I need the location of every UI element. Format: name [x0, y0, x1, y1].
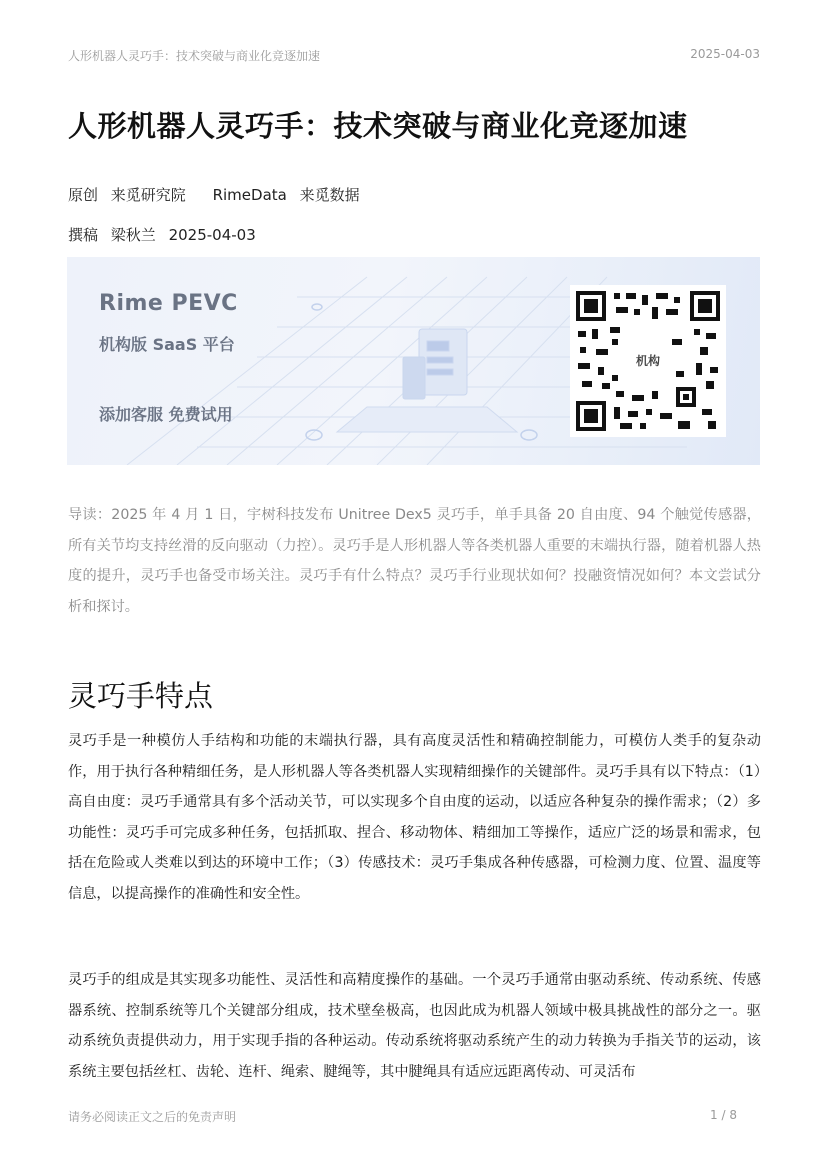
paragraph-features: 灵巧手是一种模仿人手结构和功能的末端执行器，具有高度灵活性和精确控制能力，可模仿人类手的复杂动作，用于执行各种精细任务，是人形机器人等各类机器人实现精细操作的关键部件。灵巧手具有以下特点：（1）高自由度：灵巧手通常具有多个活动关节，可以实现多个自由度的运动，以适应各种复杂的操作需求；（2）多功能性：灵巧手可完成多种任务，包括抓取、捏合、移动物体、精细加工等操作，适应广泛的场景和需求，包括在危险或人类难以到达的环境中工作；（3）传感技术：灵巧手集成各种传感器，可检测力度、位置、温度等信息，以提高操作的准确性和安全性。 [68, 733, 761, 902]
qr-center-label: 机构 [624, 345, 672, 377]
meta-line-source [68, 184, 368, 205]
footer-disclaimer: 请务必阅读正文之后的免责声明 [68, 1110, 237, 1124]
promo-banner[interactable] [67, 257, 760, 465]
page-footer [68, 1108, 737, 1126]
meta-org[interactable]: 来觅研究院 [110, 186, 186, 204]
running-title: 人形机器人灵巧手：技术突破与商业化竞逐加速 [68, 49, 321, 63]
qr-code[interactable] [570, 285, 726, 437]
meta-line-author [68, 224, 264, 245]
banner-cta[interactable]: 添加客服 免费试用 [99, 405, 233, 424]
meta-author-label: 撰稿 [68, 226, 99, 244]
header-date: 2025-04-03 [690, 47, 760, 61]
page-number: 1 / 8 [710, 1108, 737, 1122]
meta-brand-cn: 来觅数据 [299, 186, 360, 204]
article-lead: 导读：2025 年 4 月 1 日，宇树科技发布 Unitree Dex5 灵巧手，单手具备 20 自由度、94 个触觉传感器，所有关节均支持丝滑的反向驱动（力控）。灵巧手是人形机器人等各类机器人重要的末端执行器，随着机器人热度的提升，灵巧手也备受市场关注。灵巧手有什么特点？灵巧手行业现状如何？投融资情况如何？本文尝试分析和探讨。 [68, 507, 761, 615]
page-header [68, 47, 760, 65]
paragraph-composition: 灵巧手的组成是其实现多功能性、灵活性和高精度操作的基础。一个灵巧手通常由驱动系统、传动系统、传感器系统、控制系统等几个关键部分组成，技术壁垒极高，也因此成为机器人领域中极具挑战性的部分之一。驱动系统负责提供动力，用于实现手指的各种运动。传动系统将驱动系统产生的动力转换为手指关节的运动，该系统主要包括丝杠、齿轮、连杆、绳索、腱绳等，其中腱绳具有适应远距离传动、可灵活布 [68, 972, 761, 1080]
meta-date: 2025-04-03 [168, 226, 256, 244]
section-title: 灵巧手特点 [68, 679, 214, 713]
meta-brand: RimeData [212, 186, 287, 204]
meta-author: 梁秋兰 [110, 226, 156, 244]
meta-original-label: 原创 [68, 186, 99, 204]
banner-subtitle: 机构版 SaaS 平台 [99, 335, 235, 354]
banner-brand: Rime PEVC [99, 291, 238, 316]
article-title: 人形机器人灵巧手：技术突破与商业化竞逐加速 [68, 109, 688, 143]
